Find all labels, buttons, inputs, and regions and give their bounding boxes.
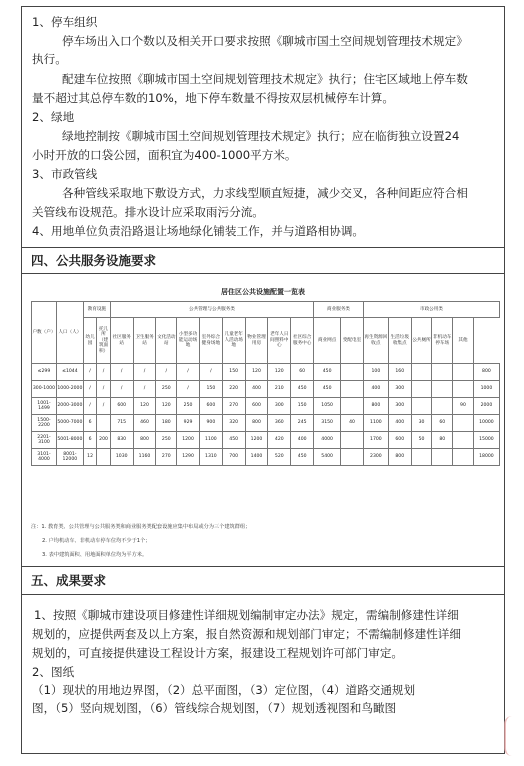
col-header: 非机动车停车场 (432, 318, 453, 364)
result-text-3: 规划的，可直接提供建设工程设计方案，报建设工程规划许可部门审定。 (32, 646, 404, 660)
result-text-1: 1、按照《聊城市建设项目修建性详细规划编制审定办法》规定，需编制修建性详细 (34, 608, 459, 622)
table-cell (341, 449, 364, 466)
table-cell: / (133, 364, 156, 381)
table-cell: 450 (222, 432, 245, 449)
table-cell: 400 (245, 381, 268, 398)
group-education: 教育设施 (83, 302, 110, 318)
table-cell: 5000-7000 (56, 415, 83, 432)
table-cell: 800 (388, 449, 411, 466)
table-cell: 1000-2000 (56, 381, 83, 398)
table-cell: 18000 (473, 449, 499, 466)
table-cell: 5400 (314, 449, 341, 466)
result-text-2: 规划的，应提供两套及以上方案，报自然资源和规划部门审定；不需编制修建性详细 (32, 627, 461, 641)
col-header: 社区综合服务中心 (291, 318, 314, 364)
table-cell: 800 (245, 415, 268, 432)
table-cell: 270 (222, 398, 245, 415)
col-header: 生活垃圾收集点 (388, 318, 411, 364)
col-header: 物业管理用房 (245, 318, 268, 364)
table-cell (341, 364, 364, 381)
table-cell: 300 (388, 398, 411, 415)
table-cell: 2300 (363, 449, 388, 466)
drawings-heading: 2、图纸 (32, 665, 75, 679)
table-cell (453, 432, 474, 449)
table-row (32, 432, 500, 449)
parking-text-4: 量不超过其总停车数的10%，地下停车数量不得按双层机械停车计算。 (32, 91, 394, 105)
table-cell: 100 (363, 364, 388, 381)
table-cell: 120 (156, 398, 177, 415)
greenland-text-2: 小时开放的口袋公园，面积宜为400-1000平方米。 (32, 148, 297, 162)
table-cell: 800 (363, 398, 388, 415)
merged-cell: 40 (341, 415, 364, 432)
table-cell: 2201-3100 (32, 432, 57, 449)
table-cell: 400 (388, 415, 411, 432)
table-cell: 929 (177, 415, 200, 432)
table-cell: 245 (291, 415, 314, 432)
table-cell: 1500-2200 (32, 415, 57, 432)
col-header: 变配电室 (341, 318, 364, 364)
table-cell: 1050 (314, 398, 341, 415)
table-cell: 1200 (245, 432, 268, 449)
table-cell: 210 (268, 381, 291, 398)
table-cell (411, 381, 432, 398)
table-cell: 830 (110, 432, 133, 449)
table-cell (432, 449, 453, 466)
table-cell: 120 (268, 364, 291, 381)
table-cell: / (97, 398, 110, 415)
table-cell: / (156, 364, 177, 381)
table-cell: 420 (268, 432, 291, 449)
col-header: 其他 (453, 318, 474, 364)
table-cell: / (110, 364, 133, 381)
table-cell (432, 398, 453, 415)
table-cell: 360 (268, 415, 291, 432)
table-note-2: 2. 户均机动车、非机动车停车位均不少于1个； (42, 538, 151, 544)
table-cell: 1100 (363, 415, 388, 432)
table-cell: / (97, 381, 110, 398)
table-cell: 1100 (199, 432, 222, 449)
table-cell: 715 (110, 415, 133, 432)
col-header: 再生资源回收点 (363, 318, 388, 364)
pipeline-text-1: 各种管线采取地下敷设方式，力求线型顺直短捷，减少交叉，各种间距应符合相 (62, 186, 468, 200)
section-5-header: 五、成果要求 (21, 566, 505, 595)
table-cell: 1310 (199, 449, 222, 466)
col-header: 儿童老年人活动场地 (222, 318, 245, 364)
table-note-1: 注：1. 教育类、公共管理与公共服务类和商业服务类配套设施应集中布局或分为三个建筑群组； (31, 524, 251, 530)
parking-text-2: 执行。 (32, 52, 67, 66)
group-commerce: 商业服务类 (314, 302, 364, 318)
table-cell: ≤299 (32, 364, 57, 381)
table-cell (97, 449, 110, 466)
land-unit-text: 4、用地单位负责沿路退让场地绿化铺装工作，并与道路相协调。 (32, 224, 365, 238)
table-cell: ≤1044 (56, 364, 83, 381)
table-cell: 800 (133, 432, 156, 449)
table-cell: 3150 (314, 415, 341, 432)
table-cell: 900 (199, 415, 222, 432)
table-cell: / (177, 364, 200, 381)
table-cell: / (133, 381, 156, 398)
table-cell (341, 432, 364, 449)
table-cell: 2000-3000 (56, 398, 83, 415)
table-cell: 160 (388, 364, 411, 381)
table-cell: 600 (110, 398, 133, 415)
table-cell: 300 (388, 381, 411, 398)
table-cell: 450 (291, 449, 314, 466)
table-row (32, 381, 500, 398)
table-row (32, 415, 500, 432)
table-cell: 150 (291, 398, 314, 415)
col-header: 商业网点 (314, 318, 341, 364)
table-cell: 600 (388, 432, 411, 449)
table-cell: 60 (291, 364, 314, 381)
parking-text-3: 配建车位按照《聊城市国土空间规划管理技术规定》执行；住宅区域地上停车数 (62, 72, 468, 86)
table-cell (453, 364, 474, 381)
table-cell: 1001-1499 (32, 398, 57, 415)
table-cell: 250 (177, 398, 200, 415)
table-cell: 520 (268, 449, 291, 466)
table-cell: 400 (363, 381, 388, 398)
table-cell: 8001-12000 (56, 449, 83, 466)
table-cell: 450 (291, 381, 314, 398)
table-cell: 5001-8000 (56, 432, 83, 449)
merged-cell: 50 (411, 432, 432, 449)
greenland-text-1: 绿地控制按《聊城市国土空间规划管理技术规定》执行；应在临街独立设置24 (62, 129, 460, 143)
table-cell: 180 (156, 415, 177, 432)
table-cell: 120 (245, 364, 268, 381)
table-cell: 270 (156, 449, 177, 466)
table-cell: 450 (314, 364, 341, 381)
section-4-header: 四、公共服务设施要求 (21, 247, 505, 274)
table-cell: 600 (199, 398, 222, 415)
table-cell: 1200 (177, 432, 200, 449)
col-people: 人口（人） (56, 302, 83, 364)
parking-heading: 1、停车组织 (32, 15, 98, 29)
table-cell: 1000 (473, 381, 499, 398)
table-cell: / (199, 364, 222, 381)
table-cell: / (97, 364, 110, 381)
table-cell: 800 (473, 364, 499, 381)
table-cell (341, 381, 364, 398)
table-cell: 450 (314, 381, 341, 398)
drawings-text-2: 图，（5）竖向规划图，（6）管线综合规划图，（7）规划透视图和鸟瞰图 (32, 701, 397, 715)
table-cell: 250 (156, 432, 177, 449)
seal-mark (504, 716, 520, 756)
table-cell (453, 381, 474, 398)
table-cell (432, 364, 453, 381)
table-row (32, 364, 500, 381)
col-header: 幼儿园 (83, 318, 96, 364)
facility-config-table (31, 301, 500, 466)
table-cell: 6 (83, 432, 96, 449)
table-cell: 700 (222, 449, 245, 466)
table-cell: 1400 (245, 449, 268, 466)
table-row (32, 449, 500, 466)
table-cell (97, 415, 110, 432)
table-cell: / (177, 381, 200, 398)
table-cell: 220 (222, 381, 245, 398)
table-cell: 12 (83, 449, 96, 466)
drawings-text-1: （1）现状的用地边界图，（2）总平面图，（3）定位图，（4）道路交通规划 (32, 683, 416, 697)
col-header: 社区服务站 (110, 318, 133, 364)
table-cell: 460 (133, 415, 156, 432)
group-public: 公共管理与公共服务类 (110, 302, 313, 318)
merged-cell: 60 (432, 415, 453, 432)
table-cell (411, 449, 432, 466)
table-cell: 1160 (133, 449, 156, 466)
col-header: 老年人日间照料中心 (268, 318, 291, 364)
table-title: 居住区公共设施配置一览表 (221, 288, 305, 296)
col-header: 托儿所（建筑面积） (97, 318, 110, 364)
table-cell: / (83, 381, 96, 398)
merged-cell: 90 (453, 398, 474, 415)
table-note-3: 3. 表中建筑面积、用地面积单位均为平方米。 (42, 552, 148, 558)
table-row (32, 398, 500, 415)
table-cell: 3101-4000 (32, 449, 57, 466)
parking-text-1: 停车场出入口个数以及相关开口要求按照《聊城市国土空间规划管理技术规定》 (62, 34, 468, 48)
merged-cell: 80 (432, 432, 453, 449)
pipeline-text-2: 关管线布设规范。排水设计应采取雨污分流。 (32, 205, 264, 219)
table-cell: / (83, 398, 96, 415)
table-cell: 1290 (177, 449, 200, 466)
table-cell: 300 (268, 398, 291, 415)
table-cell (453, 449, 474, 466)
table-cell: 600 (245, 398, 268, 415)
col-header: 公共厕所 (411, 318, 432, 364)
table-cell (411, 364, 432, 381)
table-cell (411, 398, 432, 415)
table-cell (341, 398, 364, 415)
table-cell: 2000 (473, 398, 499, 415)
table-cell: / (83, 364, 96, 381)
table-cell: 10000 (473, 415, 499, 432)
merged-cell: 30 (411, 415, 432, 432)
table-cell (453, 415, 474, 432)
table-cell: 320 (222, 415, 245, 432)
table-cell (432, 381, 453, 398)
table-cell: 6 (83, 415, 96, 432)
col-header: 小型多功能运动场地 (177, 318, 200, 364)
col-header: 文化活动站 (156, 318, 177, 364)
table-cell: / (110, 381, 133, 398)
table-cell: 150 (222, 364, 245, 381)
group-municipal: 市政公用类 (363, 302, 499, 318)
greenland-heading: 2、绿地 (32, 110, 75, 124)
pipeline-heading: 3、市政管线 (32, 167, 98, 181)
table-cell: 120 (133, 398, 156, 415)
table-cell: 200 (97, 432, 110, 449)
table-cell: 4000 (314, 432, 341, 449)
col-header: 室外综合健身场地 (199, 318, 222, 364)
table-cell: 250 (156, 381, 177, 398)
col-households: 户数（户） (32, 302, 57, 364)
col-header: 卫生服务站 (133, 318, 156, 364)
table-cell: 300-1000 (32, 381, 57, 398)
table-cell: 15000 (473, 432, 499, 449)
table-cell: 1030 (110, 449, 133, 466)
table-cell: 400 (291, 432, 314, 449)
table-cell: 1700 (363, 432, 388, 449)
table-cell: 150 (199, 381, 222, 398)
